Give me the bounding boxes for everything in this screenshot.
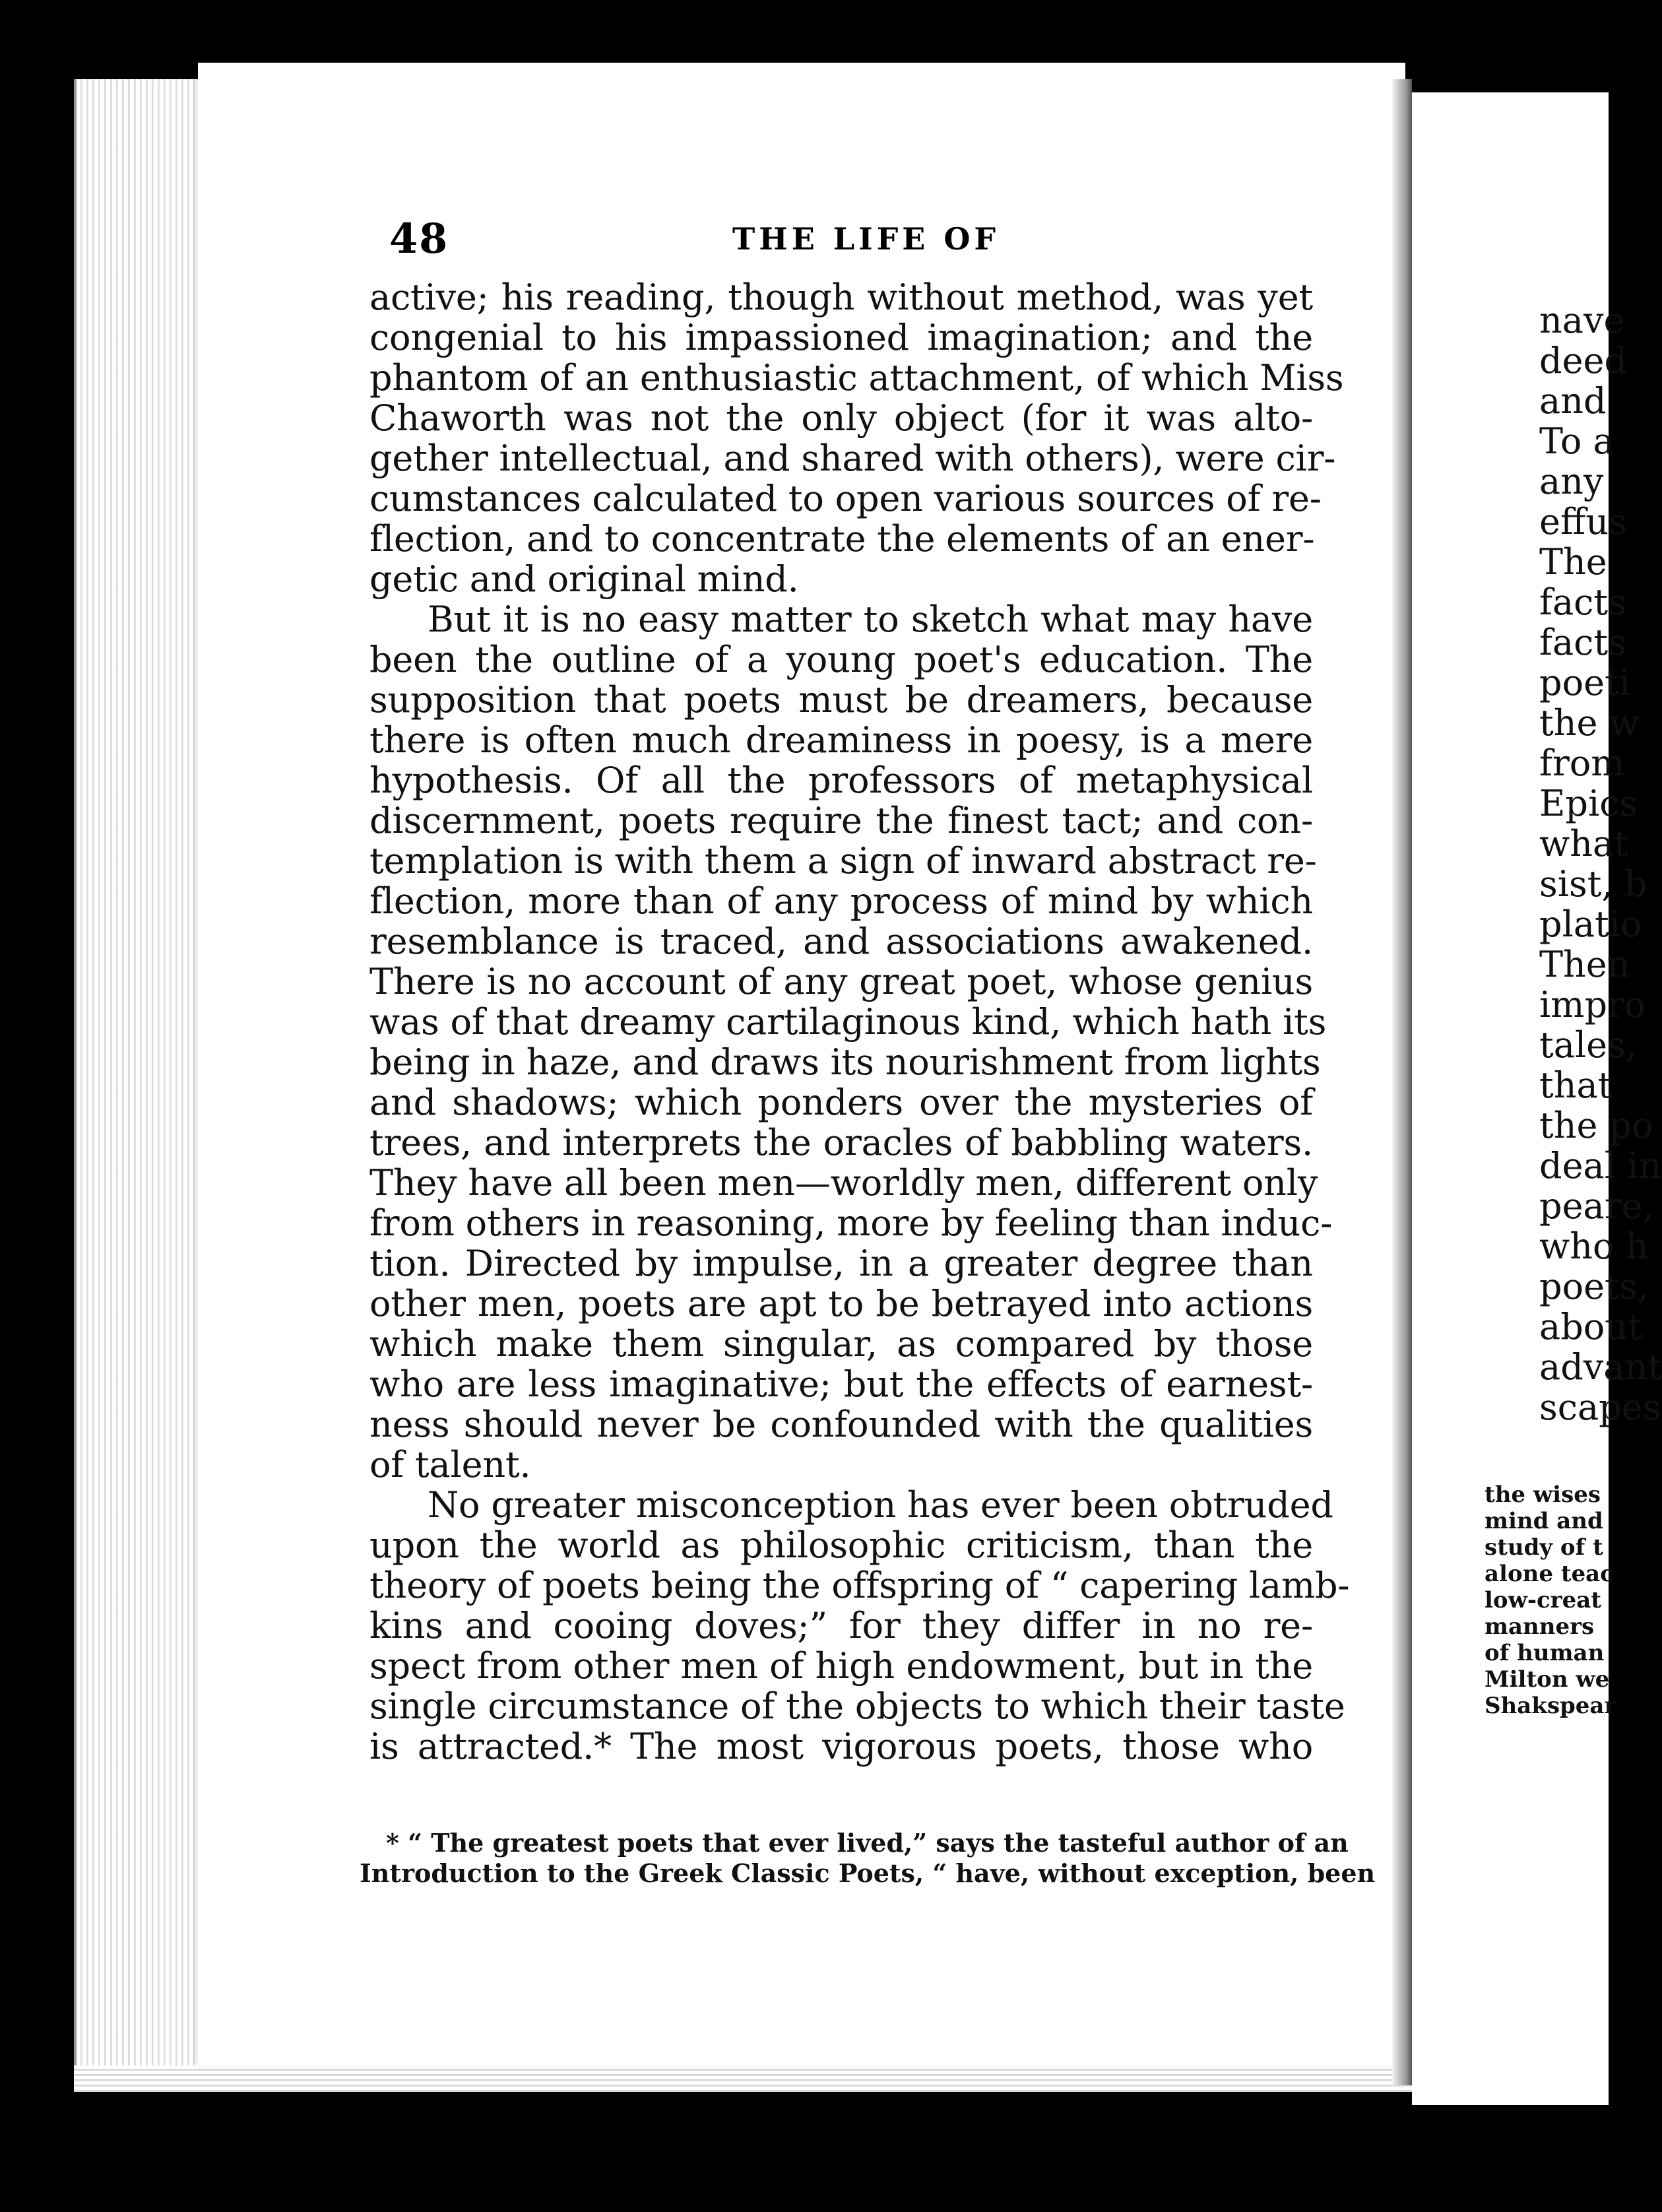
text-line: facts <box>1539 622 1626 663</box>
text-line: of talent. <box>369 1444 531 1485</box>
running-title: THE LIFE OF <box>732 221 1000 257</box>
text-line: congenial to his impassioned imagination; and the <box>369 317 1313 358</box>
text-line: tion. Directed by impulse, in a greater degree than <box>369 1243 1313 1284</box>
footnote-line: * “ The greatest poets that ever lived,” says the tasteful author of an <box>386 1828 1349 1858</box>
page-number: 48 <box>389 214 449 263</box>
book-bottom-edges <box>74 2066 1426 2092</box>
text-line: tales, <box>1539 1024 1637 1066</box>
right-page-footnote <box>1485 1481 1616 1719</box>
footnote-line: Shakspear <box>1485 1693 1616 1719</box>
text-line: is attracted.* The most vigorous poets, those who <box>369 1726 1313 1767</box>
text-line: deed <box>1539 340 1628 381</box>
text-line: Then <box>1539 944 1630 985</box>
footnote-line: manners <box>1485 1613 1595 1640</box>
body-text <box>369 276 1350 1767</box>
text-line: poets, <box>1539 1266 1649 1307</box>
text-line: Chaworth was not the only object (for it was alto- <box>369 397 1313 439</box>
text-line: flection, and to concentrate the elements of an ener- <box>369 518 1315 560</box>
text-line: the po <box>1539 1105 1653 1146</box>
text-line: scapes <box>1539 1386 1661 1428</box>
text-line: templation is with them a sign of inward abstract re- <box>369 840 1317 882</box>
text-line: facts <box>1539 581 1626 623</box>
text-line: kins and cooing doves;” for they differ in no re- <box>369 1605 1313 1646</box>
text-line: sist, b <box>1539 863 1647 905</box>
text-line: But it is no easy matter to sketch what may have <box>428 599 1313 640</box>
text-line: and <box>1539 380 1607 422</box>
text-line: which make them singular, as compared by those <box>369 1323 1313 1365</box>
text-line: supposition that poets must be dreamers, because <box>369 679 1313 721</box>
book-gutter <box>1392 79 1412 2085</box>
text-line: been the outline of a young poet's education. The <box>369 639 1313 680</box>
text-line: resemblance is traced, and associations awakened. <box>369 921 1313 962</box>
text-line: upon the world as philosophic criticism, than the <box>369 1524 1313 1566</box>
text-line: effus <box>1539 501 1627 542</box>
footnote-line: study of t <box>1485 1534 1603 1561</box>
text-line: any <box>1539 461 1604 502</box>
text-line: peare, <box>1539 1185 1654 1227</box>
text-line: who are less imaginative; but the effects of earnest- <box>369 1363 1313 1405</box>
text-line: was of that dreamy cartilaginous kind, which hath its <box>369 1001 1327 1043</box>
footnote-line: Milton we <box>1485 1666 1610 1693</box>
text-line: there is often much dreaminess in poesy, is a mere <box>369 719 1313 761</box>
text-line: impro <box>1539 984 1646 1025</box>
footnote-line: alone teac <box>1485 1561 1614 1587</box>
text-line: the w <box>1539 702 1640 744</box>
text-line: deal in <box>1539 1145 1662 1187</box>
text-line: poeti <box>1539 662 1631 703</box>
running-head <box>389 214 1313 261</box>
text-line: that <box>1539 1064 1613 1106</box>
text-line: and shadows; which ponders over the mysteries of <box>369 1082 1313 1123</box>
text-line: getic and original mind. <box>369 558 799 600</box>
text-line: from others in reasoning, more by feeling than induc- <box>369 1202 1333 1244</box>
text-line: ness should never be confounded with the qualities <box>369 1404 1313 1445</box>
text-line: Epics <box>1539 783 1638 824</box>
text-line: There is no account of any great poet, whose genius <box>369 961 1313 1002</box>
text-line: what <box>1539 823 1628 864</box>
text-line: phantom of an enthusiastic attachment, of which Miss <box>369 357 1344 399</box>
text-line: spect from other men of high endowment, but in the <box>369 1645 1313 1687</box>
text-line: gether intellectual, and shared with others), were cir- <box>369 438 1336 479</box>
text-line: active; his reading, though without method, was yet <box>369 276 1313 318</box>
footnote-line: low-creat <box>1485 1587 1601 1613</box>
text-line: No greater misconception has ever been obtruded <box>428 1484 1333 1526</box>
footnote <box>360 1828 1376 1889</box>
right-page-text <box>1539 300 1662 1428</box>
text-line: cumstances calculated to open various sources of re- <box>369 478 1322 519</box>
footnote-line: the wises <box>1485 1481 1601 1508</box>
text-line: about <box>1539 1306 1642 1348</box>
text-line: hypothesis. Of all the professors of metaphysical <box>369 760 1313 801</box>
text-line: To a <box>1539 420 1614 462</box>
text-line: flection, more than of any process of mind by which <box>369 880 1313 922</box>
text-line: from <box>1539 742 1625 784</box>
footnote-line: mind and <box>1485 1508 1603 1534</box>
text-line: theory of poets being the offspring of “ capering lamb- <box>369 1565 1350 1606</box>
text-line: nave <box>1539 300 1625 341</box>
footnote-line: Introduction to the Greek Classic Poets, “ have, without exception, been <box>360 1858 1376 1888</box>
text-line: being in haze, and draws its nourishment from lights <box>369 1041 1321 1083</box>
text-line: advant <box>1539 1346 1662 1388</box>
text-line: other men, poets are apt to be betrayed into actions <box>369 1283 1313 1324</box>
text-line: platio <box>1539 903 1642 945</box>
text-line: trees, and interprets the oracles of babbling waters. <box>369 1122 1313 1163</box>
footnote-line: of human <box>1485 1640 1605 1666</box>
text-line: The <box>1539 541 1607 583</box>
text-line: They have all been men—worldly men, different only <box>369 1162 1318 1204</box>
text-line: who h <box>1539 1225 1649 1267</box>
text-line: single circumstance of the objects to which their taste <box>369 1685 1345 1727</box>
text-line: discernment, poets require the finest tact; and con- <box>369 800 1313 841</box>
